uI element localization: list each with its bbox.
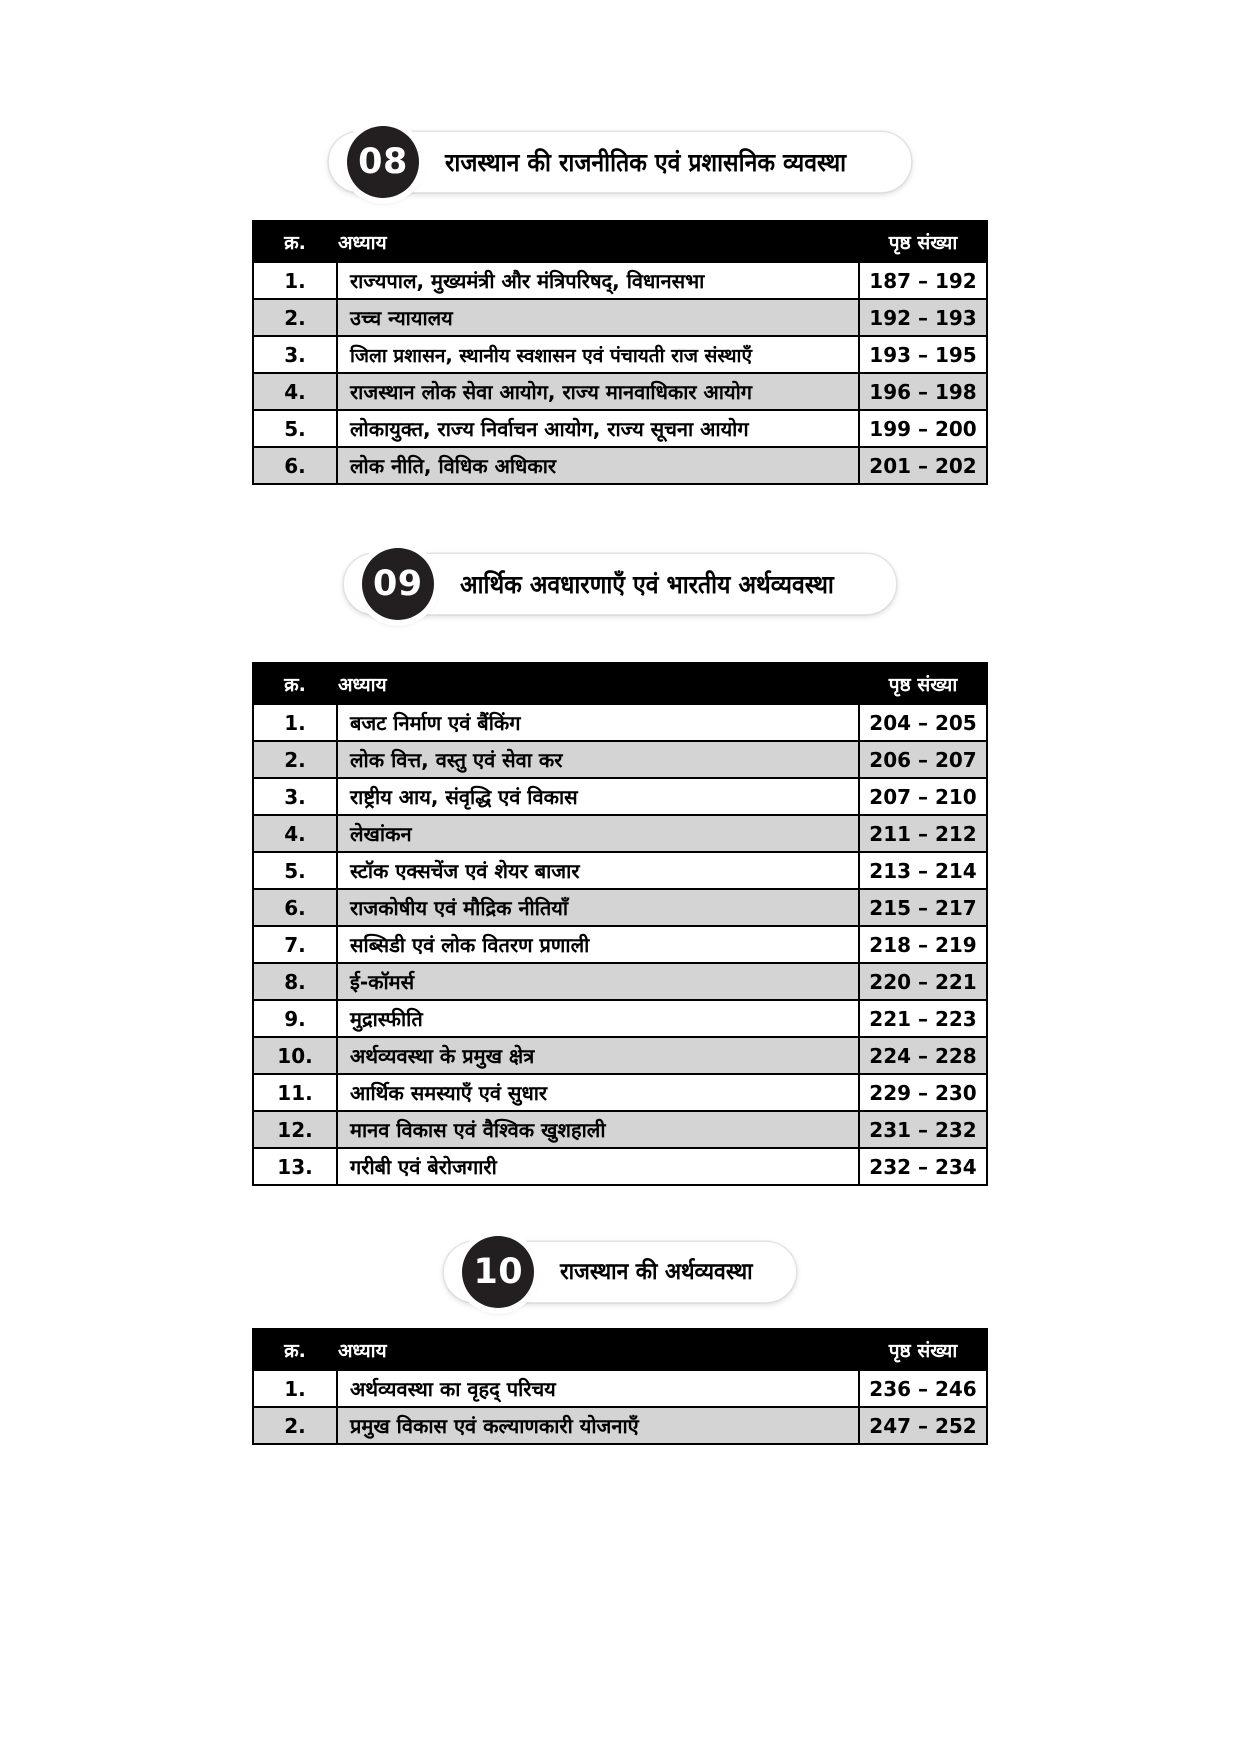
cell-chapter: राजकोषीय एवं मौद्रिक नीतियाँ <box>337 889 859 926</box>
section-banner-pill <box>343 553 897 615</box>
table-row <box>253 889 987 926</box>
table-row <box>253 778 987 815</box>
cell-pages: 211 – 212 <box>859 815 987 852</box>
table-row <box>253 926 987 963</box>
cell-chapter: ई-कॉमर्स <box>337 963 859 1000</box>
cell-pages: 232 – 234 <box>859 1148 987 1185</box>
cell-sn: 2. <box>253 1407 337 1444</box>
cell-sn: 1. <box>253 704 337 741</box>
cell-sn: 4. <box>253 815 337 852</box>
cell-sn: 7. <box>253 926 337 963</box>
cell-sn: 9. <box>253 1000 337 1037</box>
cell-sn: 13. <box>253 1148 337 1185</box>
cell-sn: 6. <box>253 889 337 926</box>
table-header-row <box>253 221 987 262</box>
column-header-pages: पृष्ठ संख्या <box>859 1329 987 1370</box>
section-banner-pill <box>443 1241 796 1303</box>
cell-pages: 224 – 228 <box>859 1037 987 1074</box>
cell-pages: 221 – 223 <box>859 1000 987 1037</box>
cell-chapter: राज्यपाल, मुख्यमंत्री और मंत्रिपरिषद्, विधानसभा <box>337 262 859 299</box>
cell-chapter: राष्ट्रीय आय, संवृद्धि एवं विकास <box>337 778 859 815</box>
cell-sn: 5. <box>253 852 337 889</box>
toc-table-08 <box>252 220 988 485</box>
section-number-badge: 10 <box>462 1236 534 1308</box>
cell-chapter: बजट निर्माण एवं बैंकिंग <box>337 704 859 741</box>
cell-chapter: लेखांकन <box>337 815 859 852</box>
table-row <box>253 1111 987 1148</box>
cell-pages: 218 – 219 <box>859 926 987 963</box>
column-header-sn: क्र. <box>253 1329 337 1370</box>
section-banner-08 <box>0 118 1240 194</box>
section-banner-pill <box>328 131 912 193</box>
cell-pages: 187 – 192 <box>859 262 987 299</box>
table-header-row <box>253 1329 987 1370</box>
cell-sn: 1. <box>253 262 337 299</box>
toc-table-08-wrap <box>0 220 1240 485</box>
toc-table-09-wrap <box>0 662 1240 1186</box>
table-row <box>253 1407 987 1444</box>
table-row <box>253 336 987 373</box>
table-row <box>253 741 987 778</box>
cell-pages: 201 – 202 <box>859 447 987 484</box>
column-header-chapter: अध्याय <box>337 221 859 262</box>
toc-table-09 <box>252 662 988 1186</box>
cell-pages: 215 – 217 <box>859 889 987 926</box>
table-row <box>253 1074 987 1111</box>
cell-chapter: प्रमुख विकास एवं कल्याणकारी योजनाएँ <box>337 1407 859 1444</box>
column-header-sn: क्र. <box>253 663 337 704</box>
cell-chapter: मानव विकास एवं वैश्विक खुशहाली <box>337 1111 859 1148</box>
column-header-chapter: अध्याय <box>337 663 859 704</box>
table-row <box>253 704 987 741</box>
table-row <box>253 373 987 410</box>
section-08 <box>0 118 1240 485</box>
cell-sn: 2. <box>253 741 337 778</box>
cell-chapter: मुद्रास्फीति <box>337 1000 859 1037</box>
cell-chapter: सब्सिडी एवं लोक वितरण प्रणाली <box>337 926 859 963</box>
cell-chapter: उच्च न्यायालय <box>337 299 859 336</box>
column-header-sn: क्र. <box>253 221 337 262</box>
table-row <box>253 1370 987 1407</box>
table-row <box>253 1037 987 1074</box>
column-header-pages: पृष्ठ संख्या <box>859 663 987 704</box>
cell-pages: 229 – 230 <box>859 1074 987 1111</box>
cell-chapter: अर्थव्यवस्था के प्रमुख क्षेत्र <box>337 1037 859 1074</box>
cell-sn: 1. <box>253 1370 337 1407</box>
cell-chapter: जिला प्रशासन, स्थानीय स्वशासन एवं पंचायती राज संस्थाएँ <box>337 336 859 373</box>
section-title: आर्थिक अवधारणाएँ एवं भारतीय अर्थव्यवस्था <box>459 569 834 599</box>
cell-chapter: लोक वित्त, वस्तु एवं सेवा कर <box>337 741 859 778</box>
cell-pages: 192 – 193 <box>859 299 987 336</box>
table-row <box>253 447 987 484</box>
cell-pages: 207 – 210 <box>859 778 987 815</box>
section-number-badge: 08 <box>347 126 419 198</box>
table-row <box>253 1000 987 1037</box>
section-number-badge: 09 <box>362 548 434 620</box>
table-row <box>253 1148 987 1185</box>
cell-chapter: स्टॉक एक्सचेंज एवं शेयर बाजार <box>337 852 859 889</box>
cell-chapter: लोक नीति, विधिक अधिकार <box>337 447 859 484</box>
section-10 <box>0 1228 1240 1445</box>
cell-chapter: गरीबी एवं बेरोजगारी <box>337 1148 859 1185</box>
cell-chapter: आर्थिक समस्याएँ एवं सुधार <box>337 1074 859 1111</box>
cell-sn: 3. <box>253 336 337 373</box>
cell-sn: 5. <box>253 410 337 447</box>
cell-chapter: अर्थव्यवस्था का वृहद् परिचय <box>337 1370 859 1407</box>
cell-sn: 3. <box>253 778 337 815</box>
cell-pages: 220 – 221 <box>859 963 987 1000</box>
section-title: राजस्थान की अर्थव्यवस्था <box>560 1258 753 1285</box>
cell-pages: 206 – 207 <box>859 741 987 778</box>
section-banner-10 <box>0 1228 1240 1304</box>
cell-chapter: राजस्थान लोक सेवा आयोग, राज्य मानवाधिकार आयोग <box>337 373 859 410</box>
cell-pages: 247 – 252 <box>859 1407 987 1444</box>
cell-sn: 10. <box>253 1037 337 1074</box>
table-row <box>253 852 987 889</box>
section-title: राजस्थान की राजनीतिक एवं प्रशासनिक व्यवस्था <box>444 147 847 177</box>
toc-table-10 <box>252 1328 988 1445</box>
cell-chapter: लोकायुक्त, राज्य निर्वाचन आयोग, राज्य सूचना आयोग <box>337 410 859 447</box>
cell-pages: 196 – 198 <box>859 373 987 410</box>
table-row <box>253 410 987 447</box>
cell-sn: 4. <box>253 373 337 410</box>
table-row <box>253 262 987 299</box>
cell-sn: 8. <box>253 963 337 1000</box>
cell-sn: 2. <box>253 299 337 336</box>
toc-table-10-wrap <box>0 1328 1240 1445</box>
cell-pages: 236 – 246 <box>859 1370 987 1407</box>
table-row <box>253 815 987 852</box>
table-row <box>253 299 987 336</box>
column-header-pages: पृष्ठ संख्या <box>859 221 987 262</box>
table-row <box>253 963 987 1000</box>
cell-sn: 12. <box>253 1111 337 1148</box>
column-header-chapter: अध्याय <box>337 1329 859 1370</box>
cell-pages: 204 – 205 <box>859 704 987 741</box>
table-header-row <box>253 663 987 704</box>
cell-pages: 193 – 195 <box>859 336 987 373</box>
cell-pages: 199 – 200 <box>859 410 987 447</box>
section-09 <box>0 540 1240 1186</box>
cell-sn: 6. <box>253 447 337 484</box>
cell-pages: 213 – 214 <box>859 852 987 889</box>
cell-pages: 231 – 232 <box>859 1111 987 1148</box>
cell-sn: 11. <box>253 1074 337 1111</box>
section-banner-09 <box>0 540 1240 616</box>
